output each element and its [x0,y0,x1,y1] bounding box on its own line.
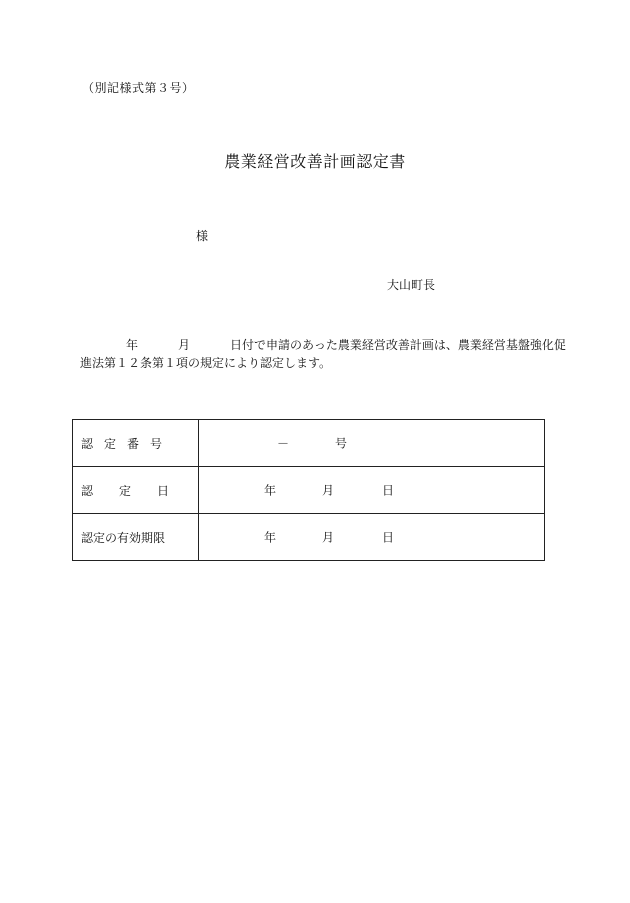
certification-table [72,419,545,561]
statement-year: 年 [126,338,139,352]
label-validity-period: 認定の有効期限 [73,514,199,561]
statement-line-2: 進法第１２条第１項の規定により認定します。 [80,356,332,370]
number-suffix: 号 [335,436,348,451]
document-title: 農業経営改善計画認定書 [224,152,406,171]
value-certification-date [199,467,545,514]
value-validity-period [199,514,545,561]
statement-day-text: 日付で申請のあった農業経営改善計画は、農業経営基盤強化促 [230,338,566,352]
table-row-certification-date [73,467,545,514]
validity-year: 年 [264,530,277,545]
statement-line-1 [80,336,566,354]
statement-month: 月 [178,338,191,352]
value-certification-number [199,420,545,467]
certification-statement [80,336,566,372]
table-row-validity-period [73,514,545,561]
issuer-name: 大山町長 [387,278,436,292]
table-row-certification-number [73,420,545,467]
form-number: （別記様式第３号） [82,81,195,95]
validity-day: 日 [382,530,395,545]
date-year: 年 [264,483,277,498]
number-dash: － [277,436,290,451]
date-day: 日 [382,483,395,498]
validity-month: 月 [322,530,335,545]
label-certification-number: 認定番号 [73,420,199,467]
addressee-honorific: 様 [196,229,209,243]
label-certification-date: 認定日 [73,467,199,514]
date-month: 月 [322,483,335,498]
